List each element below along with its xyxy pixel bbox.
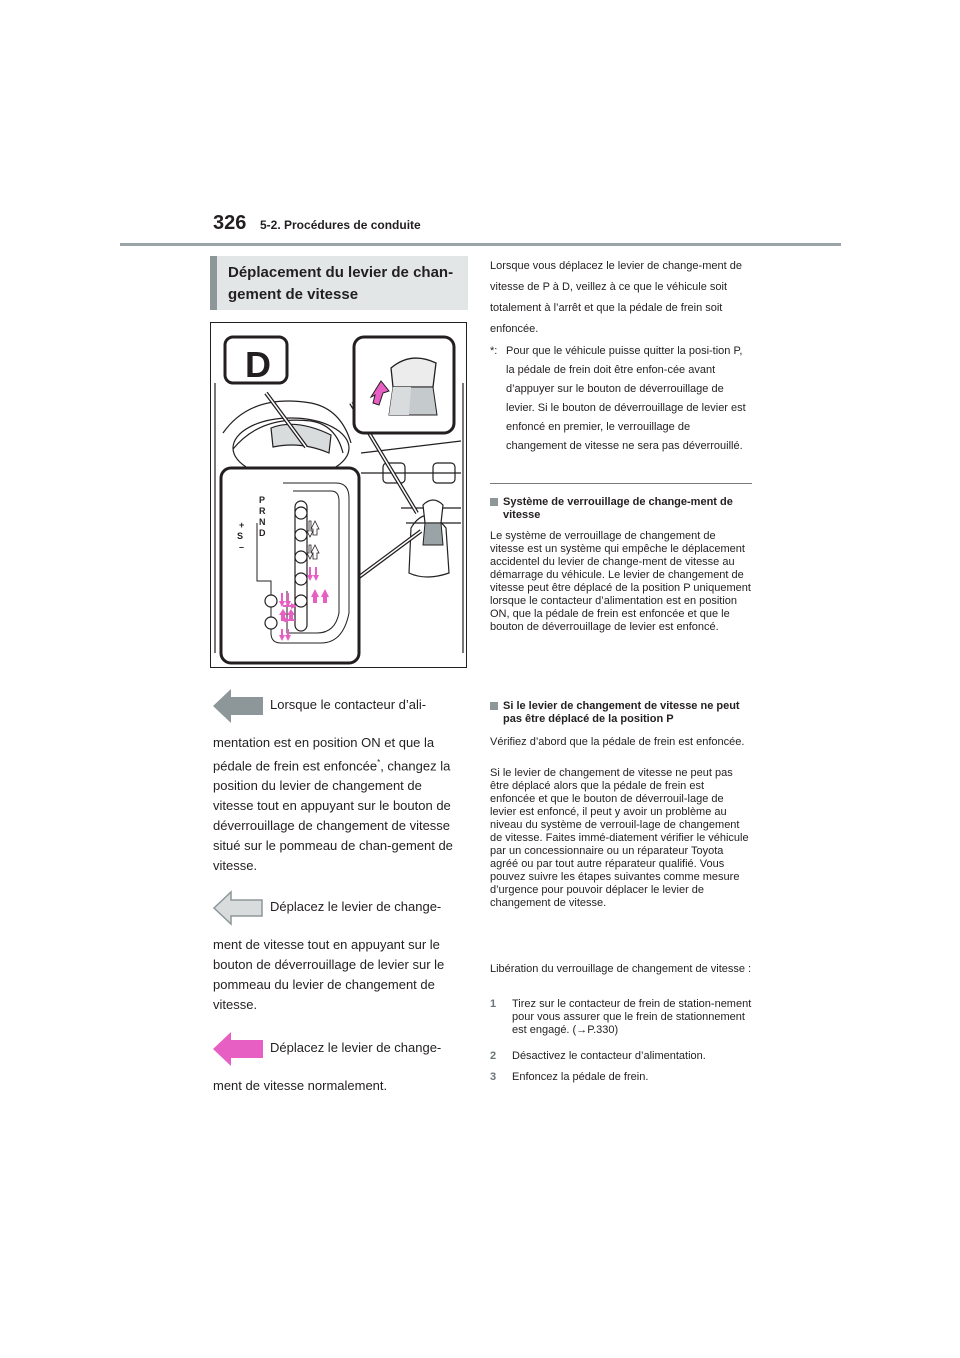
header-rule (120, 243, 841, 246)
step-2-text: Désactivez le contacteur d’alimentation. (512, 1050, 706, 1062)
subhead-cannot-move-text: Si le levier de changement de vitesse ne peut pas être déplacé de la position P (503, 700, 740, 725)
step-1 (490, 998, 752, 1037)
step-1-text: Tirez sur le contacteur de frein de station-nement pour vous assurer que le frein de stationnement est engagé. (→P.330) (512, 998, 752, 1036)
subhead-shift-lock-text: Système de verrouillage de change-ment de vitesse (503, 496, 733, 521)
legend-paragraph-1-text: mentation est en position ON et que la pédale de frein est enfoncée (213, 735, 435, 774)
legend-caption-dark: Lorsque le contacteur d’ali- (270, 697, 427, 712)
gear-label-s: S (237, 531, 244, 541)
step-3-text: Enfoncez la pédale de frein. (512, 1071, 649, 1083)
legend-caption-outline: Déplacez le levier de change- (270, 899, 442, 914)
shift-lock-paragraph: Le système de verrouillage de changement de vitesse est un système qui empêche le déplacement accidentel du levier de change-ment de vitesse au démarrage du véhicule. Le levier de changement de vitesse peut être déplacé de la position P uniquement lorsque le contacteur d’alimentation est en position ON, que la pédale de frein est enfoncée et que le bouton de déverrouillage de levier est enfoncé. (490, 530, 751, 633)
legend-paragraph-3: ment de vitesse normalement. (213, 1078, 388, 1093)
subhead-bullet (490, 498, 498, 506)
footnote-mark: * (377, 758, 381, 767)
legend-row-dark (213, 688, 465, 724)
step-2 (490, 1050, 752, 1063)
section-title-box (210, 256, 468, 310)
page-number: 326 (213, 212, 247, 234)
illustration-drawing (211, 323, 467, 668)
legend-paragraph-1-rest: , changez la position du levier de changement de vitesse tout en appuyant sur le bouton de déverrouillage de changement de vitesse situé sur le pommeau de chan-gement de vitesse. (213, 758, 453, 874)
shift-lever-illustration (210, 322, 467, 668)
step-1-number: 1 (490, 998, 497, 1010)
footnote-marker: *: (490, 345, 498, 357)
gear-knob-in-car (423, 500, 443, 545)
section-title: Déplacement du levier de chan-gement de vitesse (228, 264, 454, 303)
subhead-bullet (490, 702, 498, 710)
gear-label-r: R (259, 506, 266, 516)
footnote-text: Pour que le véhicule puisse quitter la posi-tion P, la pédale de frein doit être enfon-cée avant d’appuyer sur le bouton de déverrouillage de levier. Si le bouton de déverrouillage de levier est enfoncé en premier, le verrouillage de changement de vitesse ne sera pas déverrouillé. (506, 345, 746, 452)
gear-label-p: P (259, 495, 266, 505)
legend-paragraph-1 (213, 733, 465, 876)
pink-arrow-icon (213, 1031, 263, 1067)
subhead-shift-lock (490, 496, 752, 522)
gear-sign-plus: + (239, 520, 245, 530)
section-title-bar (210, 256, 217, 310)
legend-row-pink (213, 1031, 465, 1067)
step-3 (490, 1071, 752, 1084)
legend-row-outline (213, 890, 465, 926)
cannot-move-paragraph-1: Vérifiez d’abord que la pédale de frein est enfoncée. (490, 736, 745, 748)
release-intro: Libération du verrouillage de changement de vitesse : (490, 963, 752, 975)
dark-arrow-icon (213, 688, 263, 724)
knob-closeup (389, 358, 437, 415)
subhead-cannot-move (490, 700, 752, 726)
gear-sign-minus: – (239, 542, 245, 552)
callout-letter-d: D (245, 344, 271, 385)
step-3-number: 3 (490, 1071, 497, 1083)
chapter-title: 5-2. Procédures de conduite (260, 218, 421, 232)
step-2-number: 2 (490, 1050, 497, 1062)
outline-arrow-icon (213, 890, 263, 926)
gear-label-d: D (259, 528, 266, 538)
gear-label-n: N (259, 517, 266, 527)
cannot-move-paragraph-2: Si le levier de changement de vitesse ne peut pas être déplacé alors que la pédale de frein est enfoncée et que le bouton de déverrouil-lage de levier est enfoncé, il peut y avoir un problème au niveau du système de verrouil-lage de changement de vitesse. Faites immé-diatement vérifier le véhicule par un concessionnaire ou un réparateur Toyota agréé ou par tout autre réparateur qualifié. Vous pouvez suivre les étapes suivantes comme mesure d’urgence pour pouvoir déplacer le levier de changement de vitesse. (490, 767, 749, 909)
footnote (490, 342, 752, 456)
intro-paragraph: Lorsque vous déplacez le levier de change-ment de vitesse de P à D, veillez à ce que le véhicule soit totalement à l’arrêt et que la pédale de frein soit enfoncée. (490, 260, 742, 335)
separator-rule (490, 483, 752, 484)
legend-paragraph-2: ment de vitesse tout en appuyant sur le bouton de déverrouillage de levier sur le pommeau du levier de changement de vitesse. (213, 937, 445, 1012)
legend-caption-pink: Déplacez le levier de change- (270, 1040, 442, 1055)
